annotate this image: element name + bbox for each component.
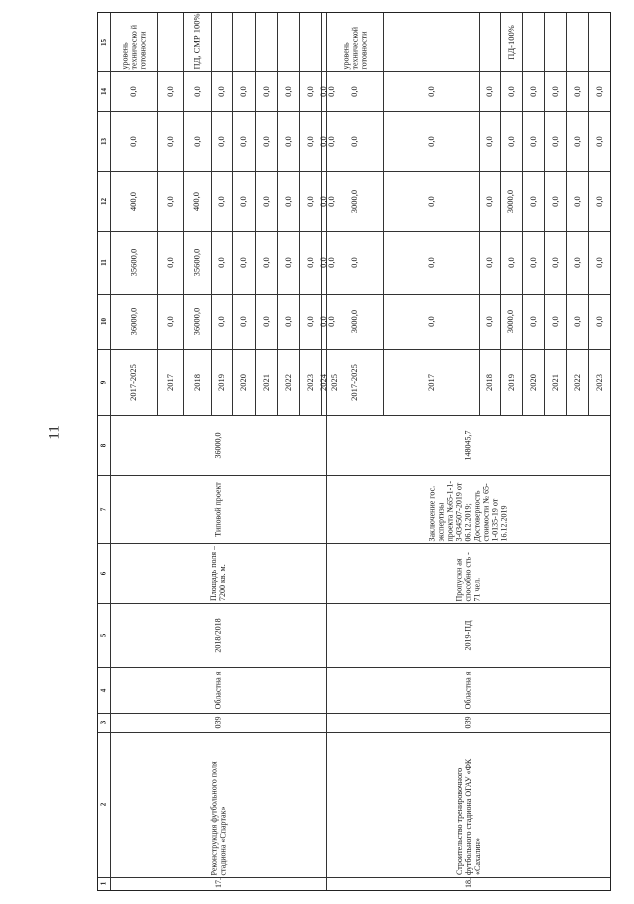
row-18-2020-period	[522, 349, 544, 415]
row-18-2020-period-text: 2020	[527, 373, 538, 391]
row-17-2019-c13-text: 0,0	[216, 135, 226, 147]
row-18-2018-c14	[479, 71, 500, 111]
row-17-years-text: 2018/2018	[213, 617, 223, 653]
row-17-2018-c15	[183, 13, 211, 71]
header-col-1	[98, 877, 110, 890]
row-17-2023-c13-text: 0,0	[304, 135, 315, 147]
row-17-2017-c13-text: 0,0	[164, 135, 175, 147]
row-17-2025-c10-text: 0,0	[325, 316, 336, 327]
row-18-2020-c12	[522, 171, 544, 231]
row-18-2023-period-text: 2023	[593, 373, 604, 391]
page-number: 11	[46, 425, 63, 440]
row-18-2020-c10-text: 0,0	[527, 316, 538, 327]
row-17-2017-2025-c12-text: 400,0	[128, 191, 138, 211]
row-17-2023-c14-text: 0,0	[304, 85, 315, 97]
row-17-num-text: 17.	[213, 878, 223, 888]
header-col-11	[98, 231, 110, 294]
header-col-10	[98, 294, 110, 349]
header-col-9-text: 9	[99, 380, 108, 384]
row-17-2018-c12-text: 400,0	[191, 191, 202, 211]
row-18-2017-c12-text: 0,0	[425, 195, 436, 207]
row-18-2018-c13-text: 0,0	[484, 135, 494, 147]
row-17-2017-2025-c10-text: 36000,0	[128, 307, 138, 336]
row-18-2022-c13	[566, 111, 588, 171]
row-18-2021-c10	[544, 294, 566, 349]
row-18-2022-c12-text: 0,0	[571, 195, 582, 207]
row-18-2018-c10-text: 0,0	[484, 316, 494, 327]
row-17-2020-period-text: 2020	[238, 373, 248, 391]
row-18-2019-c14	[500, 71, 522, 111]
row-17-2017-2025-c14-text: 0,0	[128, 85, 138, 97]
row-18-readiness-label-text: уровень технической готовности	[341, 26, 368, 69]
row-17-2019-c13	[211, 111, 232, 171]
row-18-2021-period-text: 2021	[549, 373, 560, 391]
row-18-code-text: 039	[463, 716, 473, 729]
row-17-readiness-label	[110, 13, 157, 71]
row-18-2017-c13-text: 0,0	[425, 135, 436, 147]
row-18-2020-c13-text: 0,0	[527, 135, 538, 147]
header-col-3	[98, 713, 110, 732]
row-17-2020-c14	[232, 71, 255, 111]
row-18-2017-2025-period	[326, 349, 383, 415]
row-18-cost	[326, 415, 610, 475]
row-17-2024-c12-text: 0,0	[318, 195, 328, 207]
row-18-2019-c10	[500, 294, 522, 349]
row-18-2019-c13-text: 0,0	[505, 135, 516, 147]
row-17-2025-c13-text: 0,0	[325, 135, 336, 147]
row-18-code	[326, 713, 610, 732]
row-18-name	[326, 732, 610, 877]
row-18-2022-period	[566, 349, 588, 415]
row-17-2022-c11-text: 0,0	[282, 257, 293, 268]
row-18-2023-c11	[588, 231, 610, 294]
header-col-15-text: 15	[99, 38, 108, 46]
row-17-2021-c12-text: 0,0	[260, 195, 271, 207]
row-18-2019-period	[500, 349, 522, 415]
row-18-2018-c11	[479, 231, 500, 294]
row-18-2020-c13	[522, 111, 544, 171]
row-18-2019-period-text: 2019	[505, 373, 516, 391]
row-18-2022-c11	[566, 231, 588, 294]
row-18-2022-c13-text: 0,0	[571, 135, 582, 147]
row-17-2017-2025-c13-text: 0,0	[128, 135, 138, 147]
row-17-2017-2025-c13	[110, 111, 157, 171]
row-17-2017-period	[157, 349, 183, 415]
row-17-2018-c11	[183, 231, 211, 294]
row-17-docs-text: Типовой проект	[213, 481, 223, 537]
row-18-2021-c13	[544, 111, 566, 171]
row-18-2020-c12-text: 0,0	[527, 195, 538, 207]
row-17-2021-c12	[255, 171, 277, 231]
row-17-capacity-text: Площадь поля – 7200 кв. м.	[209, 545, 227, 601]
row-17-2018-period	[183, 349, 211, 415]
row-17-2022-c13	[277, 111, 299, 171]
row-17-2025-c14-text: 0,0	[325, 85, 336, 97]
row-18-2021-c14	[544, 71, 566, 111]
row-17-2021-c11-text: 0,0	[260, 257, 271, 268]
row-18-2017-c14-text: 0,0	[425, 85, 436, 97]
row-17-readiness-label-text: уровень техническо й готовности	[120, 24, 147, 69]
header-col-14	[98, 71, 110, 111]
row-18-2019-c12-text: 3000,0	[505, 189, 516, 213]
row-18-capacity-text: Пропускн ая способно сть - 71 чел.	[454, 551, 482, 601]
row-17-2018-c14-text: 0,0	[191, 85, 202, 97]
row-17-2017-c13	[157, 111, 183, 171]
row-17-2019-c11-text: 0,0	[216, 257, 226, 268]
row-17-2022-c12	[277, 171, 299, 231]
row-18-2020-c14-text: 0,0	[527, 85, 538, 97]
row-18-2020-c11-text: 0,0	[527, 257, 538, 268]
header-col-4-text: 4	[99, 688, 108, 692]
row-17-2020-c12-text: 0,0	[238, 195, 248, 207]
row-18-2022-c10-text: 0,0	[571, 316, 582, 327]
budget-table	[97, 12, 611, 891]
row-17-2018-c10-text: 36000,0	[191, 307, 202, 336]
row-17-2017-2025-period-text: 2017-2025	[128, 363, 138, 401]
row-17-level-text: Областна я	[213, 671, 223, 709]
row-17-2019-period	[211, 349, 232, 415]
row-18-2017-2025-period-text: 2017-2025	[349, 363, 359, 401]
row-18-2018-period	[479, 349, 500, 415]
row-18-years-text: 2019-ПД	[463, 620, 473, 650]
row-17-2022-c14	[277, 71, 299, 111]
row-17-level	[110, 667, 326, 713]
row-18-2022-c14-text: 0,0	[571, 85, 582, 97]
row-17-2017-2025-c14	[110, 71, 157, 111]
row-17-2017-2025-period	[110, 349, 157, 415]
row-17-2019-period-text: 2019	[216, 373, 226, 391]
row-17-2020-c13-text: 0,0	[238, 135, 248, 147]
row-17-2017-c11-text: 0,0	[164, 257, 175, 268]
row-18-2017-2025-c13	[326, 111, 383, 171]
row-18-2019-c14-text: 0,0	[505, 85, 516, 97]
row-17-2022-c10-text: 0,0	[282, 316, 293, 327]
row-17-2019-c12	[211, 171, 232, 231]
row-18-2020-c10	[522, 294, 544, 349]
row-17-years	[110, 603, 326, 667]
row-17-2021-c10	[255, 294, 277, 349]
row-18-2017-period-text: 2017	[425, 373, 436, 391]
row-17-2018-c11-text: 35600,0	[191, 248, 202, 277]
row-18-2019-c10-text: 3000,0	[505, 309, 516, 334]
row-17-2017-2025-c12	[110, 171, 157, 231]
row-18-2019-c11	[500, 231, 522, 294]
row-17-2017-2025-c10	[110, 294, 157, 349]
row-17-2019-c14-text: 0,0	[216, 85, 226, 97]
header-col-12-text: 12	[99, 197, 108, 205]
row-17-2017-c14	[157, 71, 183, 111]
header-col-9	[98, 349, 110, 415]
row-18-num-text: 18.	[463, 878, 473, 888]
row-18-name-text: Строительство тренировочного футбольного стадиона ОГАУ «ФК «Сахалин»	[454, 758, 482, 875]
row-18-2022-period-text: 2022	[571, 373, 582, 391]
header-col-12	[98, 171, 110, 231]
row-18-2018-c10	[479, 294, 500, 349]
header-col-14-text: 14	[99, 87, 108, 95]
row-18-2017-c14	[383, 71, 479, 111]
row-17-docs	[110, 475, 326, 543]
row-17-2018-c14	[183, 71, 211, 111]
row-18-2021-c11	[544, 231, 566, 294]
row-17-2018-c13-text: 0,0	[191, 135, 202, 147]
row-17-2020-c11-text: 0,0	[238, 257, 248, 268]
row-17-2019-c12-text: 0,0	[216, 195, 226, 207]
row-17-2021-c14-text: 0,0	[260, 85, 271, 97]
row-17-2022-period-text: 2022	[282, 373, 293, 391]
row-18-2019-c13	[500, 111, 522, 171]
row-18-2017-2025-c13-text: 0,0	[349, 135, 359, 147]
row-18-2019-c12	[500, 171, 522, 231]
row-17-2023-c10-text: 0,0	[304, 316, 315, 327]
row-18-2019-c11-text: 0,0	[505, 257, 516, 268]
header-col-11-text: 11	[99, 259, 108, 266]
header-col-5	[98, 603, 110, 667]
row-18-2020-c11	[522, 231, 544, 294]
row-17-2020-c10	[232, 294, 255, 349]
row-18-2023-c11-text: 0,0	[593, 257, 604, 268]
row-18-2018-c14-text: 0,0	[484, 85, 494, 97]
row-18-2023-c12	[588, 171, 610, 231]
row-18-2022-c10	[566, 294, 588, 349]
header-col-2	[98, 732, 110, 877]
header-col-6-text: 6	[99, 571, 108, 575]
row-17-code-text: 039	[213, 716, 223, 729]
row-17-2024-c11-text: 0,0	[318, 257, 328, 268]
header-col-1-text: 1	[99, 881, 108, 886]
row-17-2018-c13	[183, 111, 211, 171]
row-17-name	[110, 732, 326, 877]
row-18-readiness-label	[326, 13, 383, 71]
row-17-2023-c12-text: 0,0	[304, 195, 315, 207]
row-18-2017-2025-c10-text: 3000,0	[349, 309, 359, 334]
row-17-num	[110, 877, 326, 890]
row-18-2022-c14	[566, 71, 588, 111]
row-18-2017-2025-c12-text: 3000,0	[349, 189, 359, 213]
row-18-2017-c11-text: 0,0	[425, 257, 436, 268]
header-col-8-text: 8	[99, 443, 108, 447]
row-18-2021-c12	[544, 171, 566, 231]
row-18-2019-c15-text: ПД-100%	[505, 24, 516, 60]
row-17-2019-c10	[211, 294, 232, 349]
row-17-2020-c11	[232, 231, 255, 294]
row-17-2017-c10	[157, 294, 183, 349]
row-17-2021-period	[255, 349, 277, 415]
row-18-2023-c10-text: 0,0	[593, 316, 604, 327]
row-17-2024-c14-text: 0,0	[318, 85, 328, 97]
row-17-2017-c14-text: 0,0	[164, 85, 175, 97]
row-17-2017-period-text: 2017	[164, 373, 175, 391]
row-18-2023-c10	[588, 294, 610, 349]
row-17-2021-period-text: 2021	[260, 373, 271, 391]
row-18-2017-2025-c12	[326, 171, 383, 231]
row-18-2023-c12-text: 0,0	[593, 195, 604, 207]
row-17-2017-c11	[157, 231, 183, 294]
row-18-cost-text: 148045,7	[463, 430, 473, 460]
row-18-2017-2025-c11	[326, 231, 383, 294]
row-18-2023-period	[588, 349, 610, 415]
row-18-2021-period	[544, 349, 566, 415]
row-18-2018-c13	[479, 111, 500, 171]
row-18-2017-2025-c10	[326, 294, 383, 349]
row-17-2017-2025-c11	[110, 231, 157, 294]
row-18-num	[326, 877, 610, 890]
row-18-2017-c13	[383, 111, 479, 171]
row-18-capacity	[326, 543, 610, 603]
row-18-2017-c10-text: 0,0	[425, 316, 436, 327]
row-17-2019-c14	[211, 71, 232, 111]
row-18-2017-period	[383, 349, 479, 415]
header-col-2-text: 2	[99, 802, 108, 807]
row-17-capacity	[110, 543, 326, 603]
row-17-2022-period	[277, 349, 299, 415]
row-18-2018-c12-text: 0,0	[484, 195, 494, 207]
header-col-3-text: 3	[99, 720, 108, 725]
row-18-level-text: Областна я	[463, 671, 473, 709]
row-17-2017-c12	[157, 171, 183, 231]
row-17-cost	[110, 415, 326, 475]
row-18-2021-c14-text: 0,0	[549, 85, 560, 97]
row-18-2021-c13-text: 0,0	[549, 135, 560, 147]
row-17-code	[110, 713, 326, 732]
row-18-2018-c12	[479, 171, 500, 231]
row-17-2018-c10	[183, 294, 211, 349]
row-18-2023-c14	[588, 71, 610, 111]
row-18-docs-text: Заключение гос. экспертизы проекта №65-1-1-3-034507-2019 от 06.12.2019; Достоверность стоимости № 65-1-0135-19 от 16.12.2019	[427, 480, 509, 541]
row-17-2019-c10-text: 0,0	[216, 316, 226, 327]
row-18-2017-c11	[383, 231, 479, 294]
header-col-4	[98, 667, 110, 713]
row-17-2020-c10-text: 0,0	[238, 316, 248, 327]
row-18-2020-c14	[522, 71, 544, 111]
row-17-2020-c14-text: 0,0	[238, 85, 248, 97]
row-17-name-text: Реконструкция футбольного поля стадиона «Спартак»	[209, 760, 227, 875]
row-17-2022-c14-text: 0,0	[282, 85, 293, 97]
row-18-2018-period-text: 2018	[484, 373, 494, 391]
row-17-2021-c10-text: 0,0	[260, 316, 271, 327]
row-17-2021-c14	[255, 71, 277, 111]
row-17-2025-c11-text: 0,0	[325, 257, 336, 268]
row-17-2024-period-text: 2024	[318, 373, 328, 391]
row-17-2018-c12	[183, 171, 211, 231]
row-18-2022-c12	[566, 171, 588, 231]
header-col-6	[98, 543, 110, 603]
row-18-2017-2025-c14-text: 0,0	[349, 85, 359, 97]
header-col-10-text: 10	[99, 318, 108, 325]
row-18-2018-c11-text: 0,0	[484, 257, 494, 268]
row-18-2021-c12-text: 0,0	[549, 195, 560, 207]
row-17-2021-c13	[255, 111, 277, 171]
row-18-2023-c13-text: 0,0	[593, 135, 604, 147]
row-17-2022-c13-text: 0,0	[282, 135, 293, 147]
row-18-2017-2025-c11-text: 0,0	[349, 257, 359, 268]
row-18-2023-c14-text: 0,0	[593, 85, 604, 97]
row-17-2017-c10-text: 0,0	[164, 316, 175, 327]
row-17-2017-c12-text: 0,0	[164, 195, 175, 207]
row-17-2024-c13-text: 0,0	[318, 135, 328, 147]
row-17-2024-c10-text: 0,0	[318, 316, 328, 327]
row-18-2023-c13	[588, 111, 610, 171]
row-17-2025-period-text: 2025	[329, 373, 339, 391]
row-17-2021-c11	[255, 231, 277, 294]
row-17-2022-c10	[277, 294, 299, 349]
row-17-2021-c13-text: 0,0	[260, 135, 271, 147]
row-17-2023-period-text: 2023	[304, 373, 315, 391]
header-col-13-text: 13	[99, 137, 108, 145]
row-17-2018-c15-text: ПД, СМР 100%	[191, 12, 202, 69]
row-18-2021-c11-text: 0,0	[549, 257, 560, 268]
row-18-docs	[326, 475, 610, 543]
row-17-2023-c11-text: 0,0	[304, 257, 315, 268]
row-17-cost-text: 36000,0	[213, 432, 223, 458]
header-col-8	[98, 415, 110, 475]
row-18-2017-c10	[383, 294, 479, 349]
row-17-2020-c12	[232, 171, 255, 231]
row-18-level	[326, 667, 610, 713]
row-17-2019-c11	[211, 231, 232, 294]
row-18-2022-c11-text: 0,0	[571, 257, 582, 268]
row-18-years	[326, 603, 610, 667]
row-18-2021-c10-text: 0,0	[549, 316, 560, 327]
row-17-2018-period-text: 2018	[191, 373, 202, 391]
row-17-2020-c13	[232, 111, 255, 171]
header-col-7	[98, 475, 110, 543]
header-col-13	[98, 111, 110, 171]
row-18-2017-2025-c14	[326, 71, 383, 111]
header-col-5-text: 5	[99, 633, 108, 637]
row-17-2020-period	[232, 349, 255, 415]
row-17-2017-2025-c11-text: 35600,0	[128, 248, 138, 277]
row-18-2019-c15	[500, 13, 522, 71]
header-col-15	[98, 13, 110, 71]
row-17-2022-c12-text: 0,0	[282, 195, 293, 207]
row-17-2022-c11	[277, 231, 299, 294]
row-18-2017-c12	[383, 171, 479, 231]
row-17-2025-c12-text: 0,0	[325, 195, 336, 207]
header-col-7-text: 7	[99, 507, 108, 511]
